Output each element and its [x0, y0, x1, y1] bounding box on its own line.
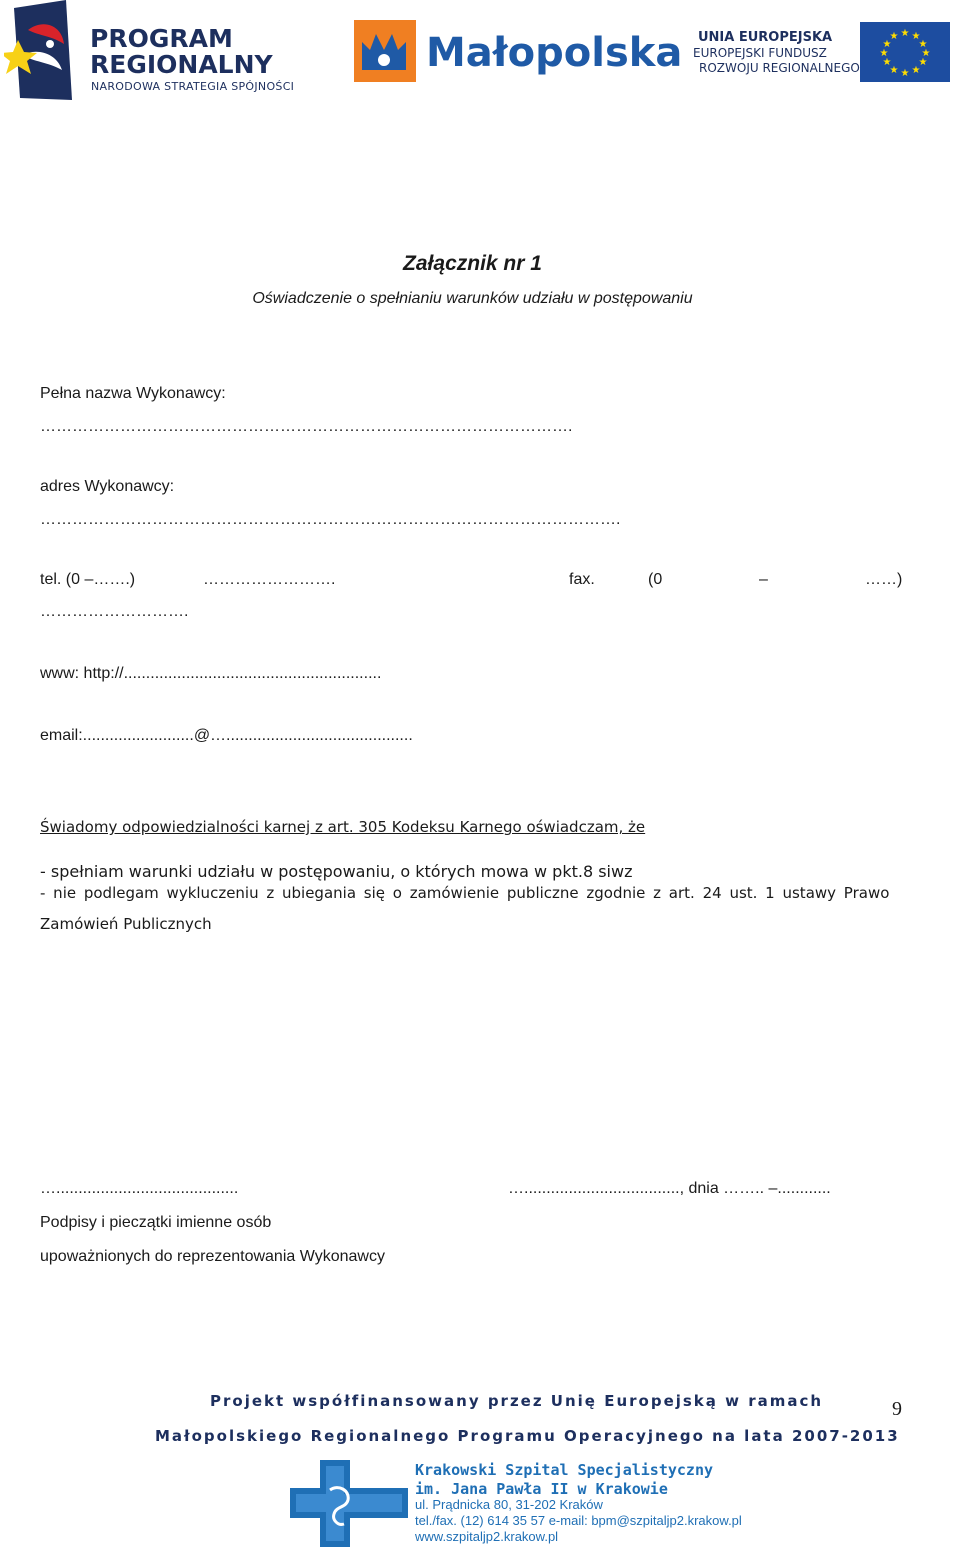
svg-text:★: ★ — [889, 65, 899, 76]
fax-dash: – — [759, 571, 768, 588]
fax-open[interactable]: (0 — [648, 571, 663, 588]
address-field-line[interactable]: ………………………………………………………………………………………………. — [40, 511, 621, 528]
name-field-line[interactable]: ………………………………………………………………………………………. — [40, 418, 573, 435]
tel-dots[interactable]: ……………………. — [203, 571, 336, 588]
eu-line1: UNIA EUROPEJSKA — [698, 30, 833, 45]
fax-close[interactable]: ……) — [865, 571, 903, 588]
hospital-website[interactable]: www.szpitaljp2.krakow.pl — [415, 1529, 559, 1544]
page-number: 9 — [892, 1398, 902, 1420]
svg-text:★: ★ — [879, 48, 889, 59]
tel-field[interactable]: tel. (0 –…….) — [40, 571, 136, 588]
declaration-heading: Świadomy odpowiedzialności karnej z art. 305 Kodeksu Karnego oświadczam, że — [40, 818, 646, 836]
svg-text:★: ★ — [911, 31, 921, 42]
hospital-name-1: Krakowski Szpital Specjalistyczny — [415, 1461, 714, 1479]
eu-line3: ROZWOJU REGIONALNEGO — [699, 61, 860, 75]
declaration-item-3: Zamówień Publicznych — [40, 915, 212, 933]
program-line1: PROGRAM — [90, 24, 233, 53]
declaration-item-2 — [40, 884, 906, 902]
name-label: Pełna nazwa Wykonawcy: — [40, 385, 226, 402]
program-line3: NARODOWA STRATEGIA SPÓJNOŚCI — [91, 80, 295, 93]
signature-left-dots[interactable]: …......................................... — [40, 1180, 239, 1197]
hospital-address: ul. Prądnicka 80, 31-202 Kraków — [415, 1497, 603, 1512]
signature-caption-1: Podpisy i pieczątki imienne osób — [40, 1214, 272, 1231]
malopolska-name: Małopolska — [426, 30, 683, 76]
malopolska-logo — [354, 0, 683, 105]
document-subtitle: Oświadczenie o spełnianiu warunków udziału w postępowaniu — [252, 290, 693, 307]
svg-text:★: ★ — [882, 39, 892, 50]
hospital-contact[interactable]: tel./fax. (12) 614 35 57 e-mail: bpm@szpitaljp2.krakow.pl — [415, 1513, 742, 1528]
eu-flag-icon — [860, 22, 950, 82]
footer-project-line2: Małopolskiego Regionalnego Programu Operacyjnego na lata 2007-2013 — [155, 1427, 900, 1445]
program-regionalny-logo — [4, 0, 324, 105]
program-line2: REGIONALNY — [90, 50, 273, 79]
malopolska-emblem-icon — [354, 20, 416, 82]
svg-text:★: ★ — [918, 39, 928, 50]
eu-logo — [690, 0, 955, 105]
declaration-item-2-text: - nie podlegam wykluczeniu z ubiegania się o zamówienie publiczne zgodnie z art. 24 ust. 1 ustawy Prawo — [40, 884, 890, 902]
hospital-name-2: im. Jana Pawła II w Krakowie — [415, 1480, 668, 1498]
signature-caption-2: upoważnionych do reprezentowania Wykonawcy — [40, 1248, 385, 1265]
email-field[interactable]: email:.........................@….......................................... — [40, 727, 413, 744]
svg-text:★: ★ — [911, 65, 921, 76]
fax-label: fax. — [569, 571, 595, 588]
eu-line2: EUROPEJSKI FUNDUSZ — [693, 46, 827, 60]
program-regionalny-emblem-icon — [4, 0, 84, 105]
signature-date-line[interactable]: …..................................., dnia …….. –............ — [508, 1180, 831, 1197]
document-title: Załącznik nr 1 — [403, 252, 542, 275]
footer-project-line1: Projekt współfinansowany przez Unię Europejską w ramach — [210, 1392, 824, 1410]
svg-text:★: ★ — [918, 57, 928, 68]
address-label: adres Wykonawcy: — [40, 478, 175, 495]
hospital-cross-logo-icon — [290, 1460, 408, 1547]
declaration-item-1: - spełniam warunki udziału w postępowaniu, o których mowa w pkt.8 siwz — [40, 862, 633, 881]
svg-text:★: ★ — [889, 31, 899, 42]
svg-text:★: ★ — [882, 57, 892, 68]
svg-text:★: ★ — [900, 68, 910, 79]
fax-dots[interactable]: ………………………. — [40, 603, 189, 620]
svg-text:★: ★ — [900, 28, 910, 39]
www-field[interactable]: www: http://.......................................................... — [40, 665, 382, 682]
svg-text:★: ★ — [921, 48, 931, 59]
